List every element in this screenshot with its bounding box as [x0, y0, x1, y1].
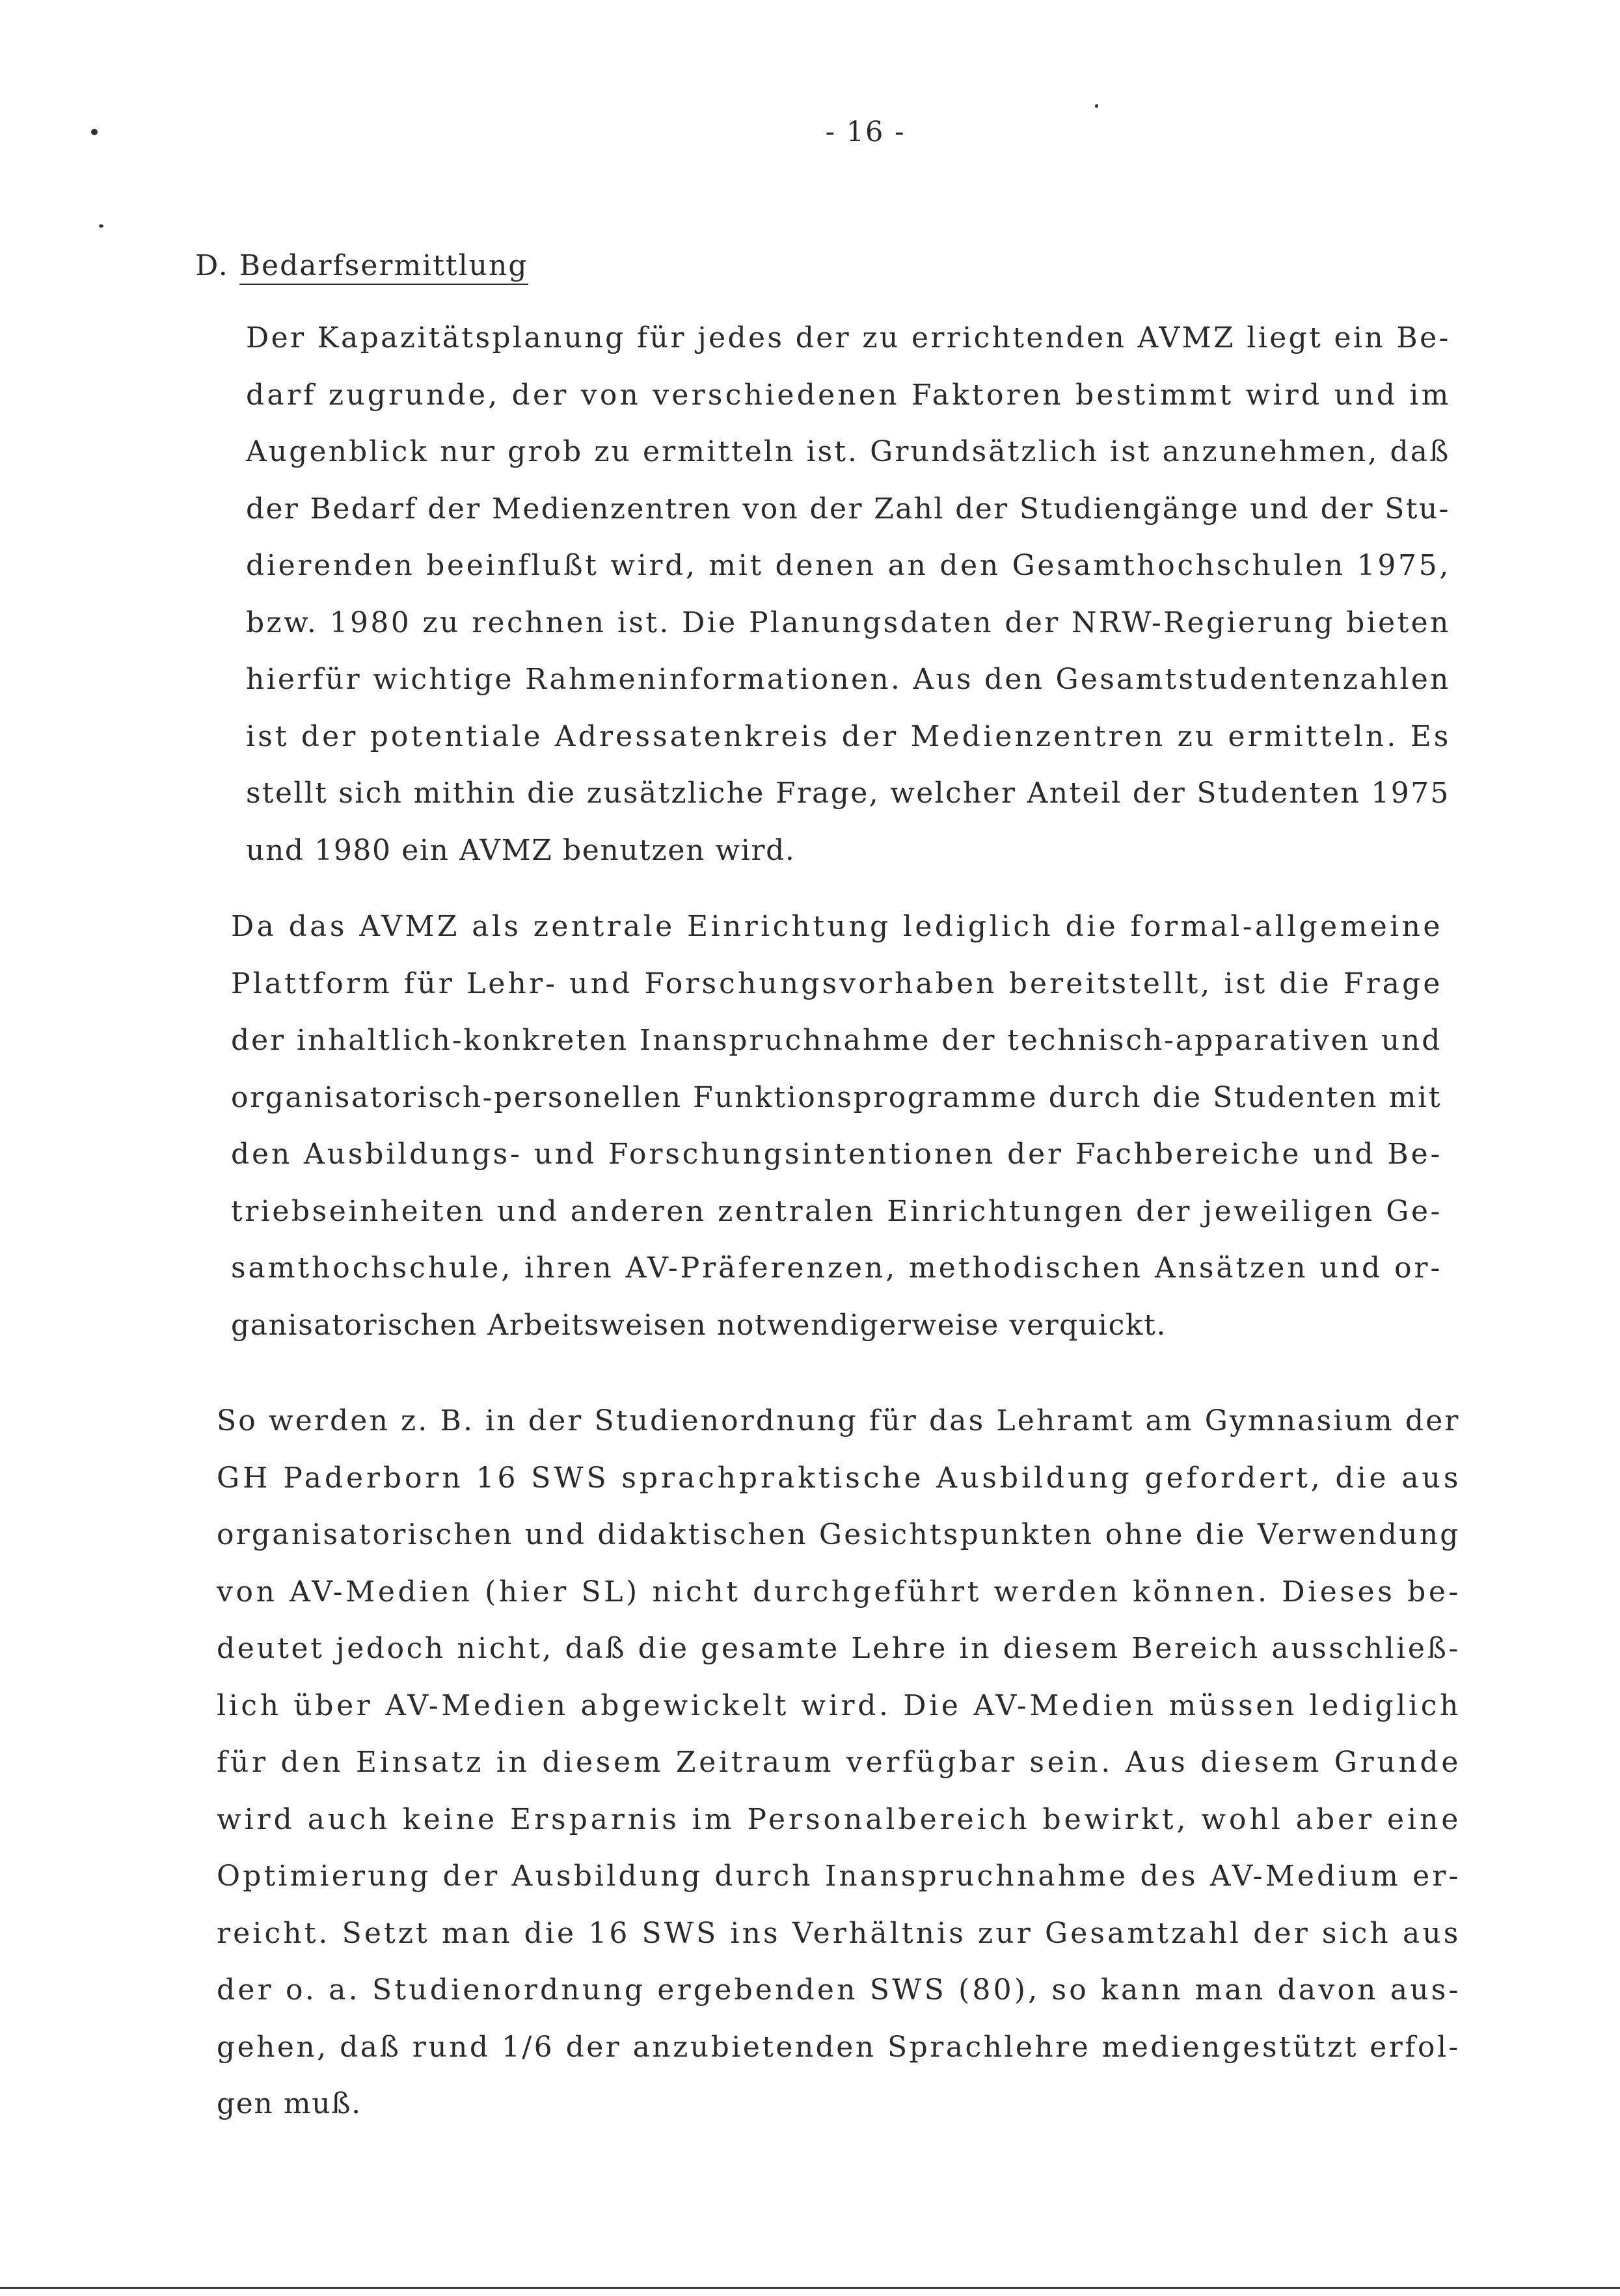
paragraph-line: stellt sich mithin die zusätzliche Frage, welcher Anteil der Studenten 1975	[246, 777, 1450, 810]
paragraph-line: organisatorischen und didaktischen Gesichtspunkten ohne die Verwendung	[217, 1518, 1461, 1551]
scan-speck	[1095, 104, 1098, 108]
paragraph-line: reicht. Setzt man die 16 SWS ins Verhältnis zur Gesamtzahl der sich aus	[217, 1916, 1461, 1950]
paragraph-line: deutet jedoch nicht, daß die gesamte Lehre in diesem Bereich ausschließ-	[217, 1632, 1461, 1665]
scan-speck	[91, 129, 98, 135]
paragraph-line: Augenblick nur grob zu ermitteln ist. Grundsätzlich ist anzunehmen, daß	[246, 435, 1451, 468]
paragraph-line: den Ausbildungs- und Forschungsintentionen der Fachbereiche und Be-	[231, 1138, 1443, 1171]
paragraph-line: darf zugrunde, der von verschiedenen Faktoren bestimmt wird und im	[246, 378, 1451, 412]
paragraph-line: für den Einsatz in diesem Zeitraum verfügbar sein. Aus diesem Grunde	[217, 1746, 1462, 1779]
paragraph-line: der Bedarf der Medienzentren von der Zahl der Studiengänge und der Stu-	[246, 492, 1450, 526]
page-bottom-rule	[0, 2287, 1620, 2289]
paragraph-line: ganisatorischen Arbeitsweisen notwendigerweise verquickt.	[231, 1308, 1167, 1342]
paragraph-line: gen muß.	[217, 2087, 362, 2120]
paragraph-line: hierfür wichtige Rahmeninformationen. Aus den Gesamtstudentenzahlen	[246, 663, 1451, 696]
paragraph-line: So werden z. B. in der Studienordnung für das Lehramt am Gymnasium der	[217, 1404, 1461, 1437]
paragraph-line: lich über AV-Medien abgewickelt wird. Die AV-Medien müssen lediglich	[217, 1689, 1462, 1722]
paragraph-line: wird auch keine Ersparnis im Personalbereich bewirkt, wohl aber eine	[217, 1802, 1462, 1836]
paragraph-line: bzw. 1980 zu rechnen ist. Die Planungsdaten der NRW-Regierung bieten	[246, 606, 1451, 639]
paragraph-line: Plattform für Lehr- und Forschungsvorhaben bereitstellt, ist die Frage	[231, 967, 1443, 1000]
paragraph-line: samthochschule, ihren AV-Präferenzen, methodischen Ansätzen und or-	[231, 1251, 1443, 1285]
paragraph-line: der o. a. Studienordnung ergebenden SWS (80), so kann man davon aus-	[217, 1973, 1461, 2007]
section-letter: D.	[195, 249, 229, 282]
paragraph-line: Da das AVMZ als zentrale Einrichtung lediglich die formal-allgemeine	[231, 910, 1443, 943]
scan-speck	[99, 224, 103, 228]
paragraph-line: triebseinheiten und anderen zentralen Einrichtungen der jeweiligen Ge-	[231, 1194, 1442, 1228]
paragraph-line: organisatorisch-personellen Funktionsprogramme durch die Studenten mit	[231, 1080, 1442, 1114]
paragraph-line: ist der potentiale Adressatenkreis der Medienzentren zu ermitteln. Es	[246, 719, 1451, 753]
paragraph-line: Optimierung der Ausbildung durch Inanspruchnahme des AV-Medium er-	[217, 1860, 1461, 1893]
paragraph-line: und 1980 ein AVMZ benutzen wird.	[246, 833, 796, 867]
page-number: - 16 -	[825, 116, 906, 148]
paragraph-line: der inhaltlich-konkreten Inanspruchnahme der technisch-apparativen und	[231, 1024, 1442, 1057]
paragraph-line: von AV-Medien (hier SL) nicht durchgeführt werden können. Dieses be-	[217, 1575, 1461, 1609]
section-title: Bedarfsermittlung	[239, 249, 528, 285]
paragraph-line: Der Kapazitätsplanung für jedes der zu errichtenden AVMZ liegt ein Be-	[246, 321, 1451, 354]
paragraph-line: GH Paderborn 16 SWS sprachpraktische Ausbildung gefordert, die aus	[217, 1461, 1462, 1495]
paragraph-line: dierenden beeinflußt wird, mit denen an den Gesamthochschulen 1975,	[246, 549, 1451, 582]
paragraph-line: gehen, daß rund 1/6 der anzubietenden Sprachlehre mediengestützt erfol-	[217, 2030, 1461, 2064]
section-heading	[195, 249, 528, 282]
